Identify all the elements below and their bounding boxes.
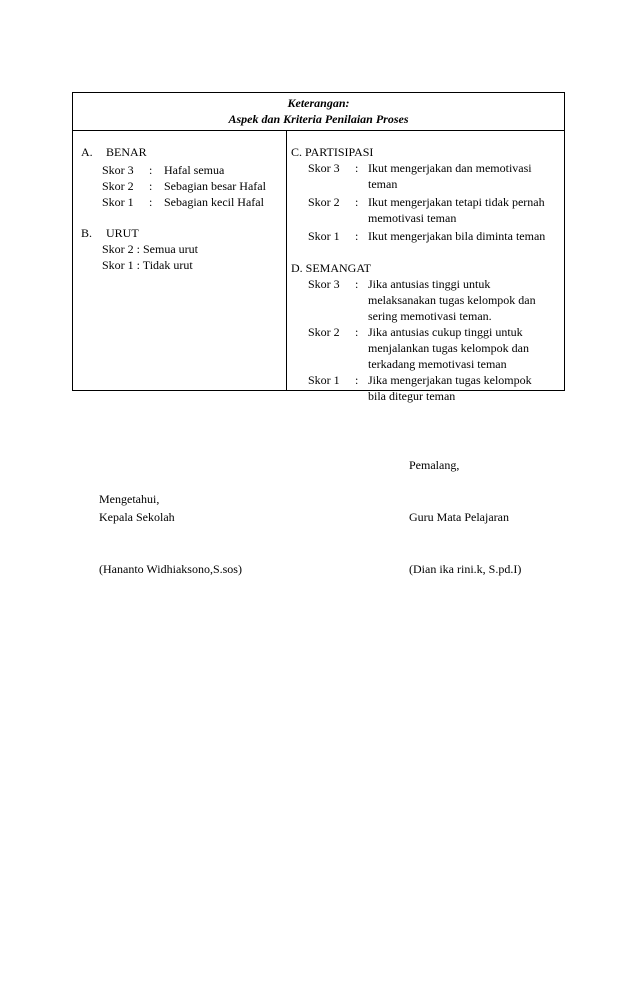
a-skor-sep: : [149, 179, 153, 193]
d-skor-label: Skor 1 [308, 373, 340, 387]
c-skor-label: Skor 3 [308, 161, 340, 175]
c-skor-label: Skor 2 [308, 195, 340, 209]
a-skor-label: Skor 2 [102, 179, 134, 193]
d-skor-sep: : [355, 277, 359, 291]
d-skor-label: Skor 3 [308, 277, 340, 291]
c-skor-desc: Ikut mengerjakan tetapi tidak pernah [368, 195, 545, 209]
c-skor-desc: memotivasi teman [368, 211, 457, 225]
a-skor-desc: Sebagian besar Hafal [164, 179, 266, 193]
section-a-letter: A. [81, 145, 93, 159]
table-header [73, 93, 564, 131]
d-skor-desc: bila ditegur teman [368, 389, 456, 403]
column-divider [286, 131, 287, 390]
section-c-title: C. PARTISIPASI [291, 145, 374, 159]
criteria-table [72, 92, 565, 403]
teacher-name: (Dian ika rini.k, S.pd.I) [409, 562, 522, 576]
a-skor-label: Skor 1 [102, 195, 134, 209]
c-skor-label: Skor 1 [308, 229, 340, 243]
section-d-title: D. SEMANGAT [291, 261, 372, 275]
b-skor-line: Skor 1 : Tidak urut [102, 258, 193, 272]
d-skor-desc: Jika antusias cukup tinggi untuk [368, 325, 523, 339]
known-label: Mengetahui, [99, 492, 160, 506]
d-skor-desc: sering memotivasi teman. [368, 309, 492, 323]
c-skor-sep: : [355, 161, 359, 175]
headmaster-role: Kepala Sekolah [99, 510, 175, 524]
a-skor-sep: : [149, 195, 153, 209]
signature-place: Pemalang, [409, 458, 460, 472]
a-skor-desc: Hafal semua [164, 163, 225, 177]
header-title: Keterangan: [287, 96, 350, 110]
d-skor-desc: melaksanakan tugas kelompok dan [368, 293, 536, 307]
b-skor-line: Skor 2 : Semua urut [102, 242, 198, 256]
d-skor-label: Skor 2 [308, 325, 340, 339]
c-skor-sep: : [355, 229, 359, 243]
d-skor-desc: Jika mengerjakan tugas kelompok [368, 373, 532, 387]
section-a-name: BENAR [106, 145, 147, 159]
a-skor-label: Skor 3 [102, 163, 134, 177]
c-skor-desc: Ikut mengerjakan dan memotivasi [368, 161, 532, 175]
section-b-letter: B. [81, 226, 93, 240]
a-skor-desc: Sebagian kecil Hafal [164, 195, 264, 209]
a-skor-sep: : [149, 163, 153, 177]
c-skor-sep: : [355, 195, 359, 209]
section-b-name: URUT [106, 226, 139, 240]
d-skor-desc: menjalankan tugas kelompok dan [368, 341, 529, 355]
teacher-role: Guru Mata Pelajaran [409, 510, 509, 524]
c-skor-desc: teman [368, 177, 398, 191]
c-skor-desc: Ikut mengerjakan bila diminta teman [368, 229, 546, 243]
d-skor-desc: Jika antusias tinggi untuk [368, 277, 491, 291]
d-skor-desc: terkadang memotivasi teman [368, 357, 507, 371]
header-subtitle: Aspek dan Kriteria Penilaian Proses [228, 112, 409, 126]
d-skor-sep: : [355, 373, 359, 387]
d-skor-sep: : [355, 325, 359, 339]
headmaster-name: (Hananto Widhiaksono,S.sos) [99, 562, 242, 576]
